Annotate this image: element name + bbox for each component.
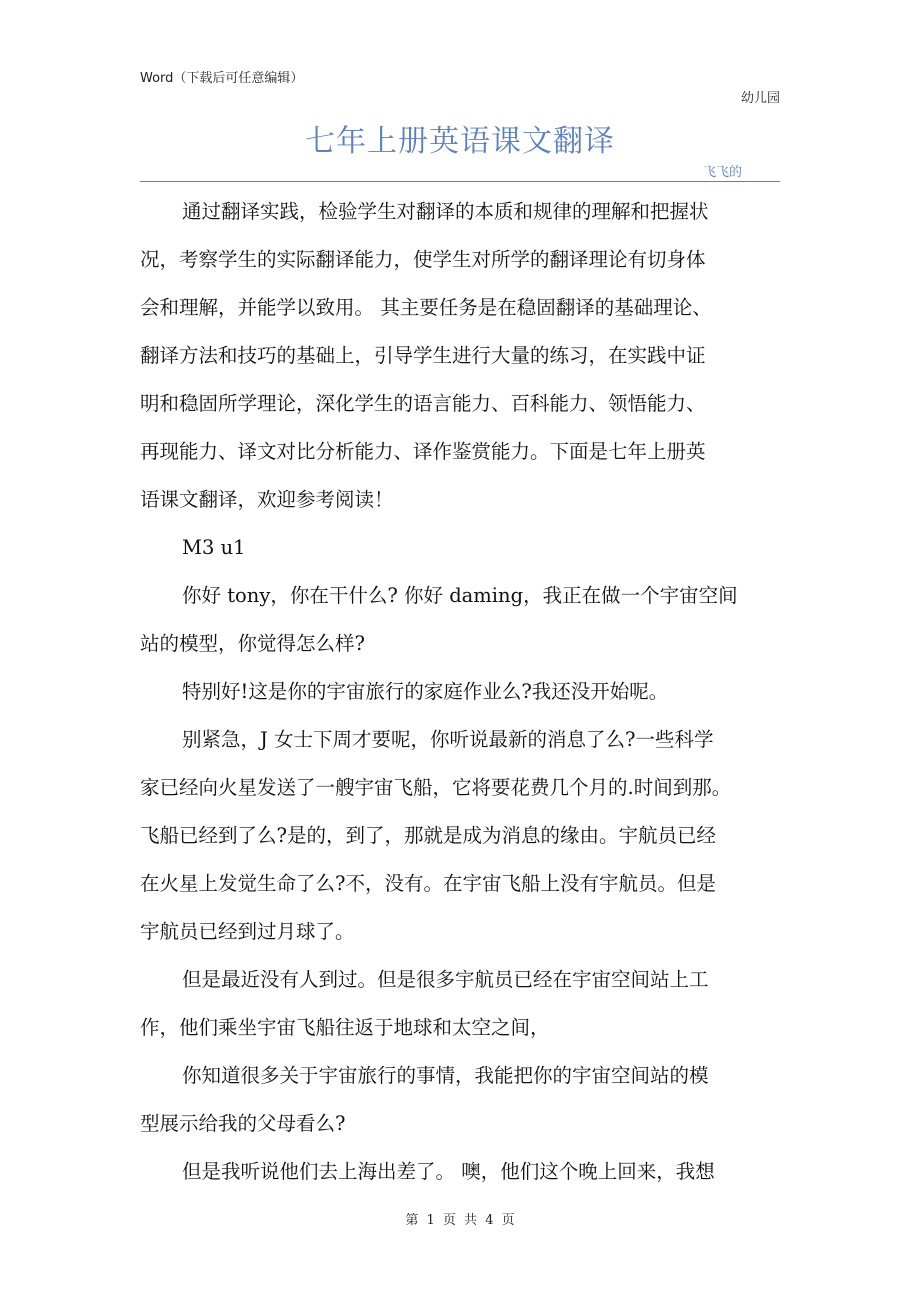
body-line: 在火星上发觉生命了么?不，没有。在宇宙飞船上没有宇航员。但是 (140, 872, 716, 895)
body-line: 但是最近没有人到过。但是很多宇航员已经在宇宙空间站上工 (182, 968, 709, 991)
body-line: 特别好!这是你的宇宙旅行的家庭作业么?我还没开始呢。 (182, 680, 669, 703)
body-line: 站的模型，你觉得怎么样? (140, 632, 365, 655)
body-line: 但是我听说他们去上海出差了。 噢，他们这个晚上回来，我想 (182, 1160, 715, 1183)
body-line: 飞船已经到了么?是的，到了，那就是成为消息的缘由。宇航员已经 (140, 824, 716, 847)
body-line: 通过翻译实践，检验学生对翻译的本质和规律的理解和把握状 (182, 200, 709, 223)
body-line: 你好 tony，你在干什么? 你好 daming，我正在做一个宇宙空间 (182, 584, 738, 607)
body-line: 翻译方法和技巧的基础上，引导学生进行大量的练习，在实践中证 (140, 344, 706, 367)
body-line: 再现能力、译文对比分析能力、译作鉴赏能力。下面是七年上册英 (140, 440, 706, 463)
document-body (140, 188, 788, 1196)
body-line: 明和稳固所学理论，深化学生的语言能力、百科能力、领悟能力、 (140, 392, 706, 415)
body-line: 会和理解，并能学以致用。 其主要任务是在稳固翻译的基础理论、 (140, 296, 712, 319)
body-line: 别紧急，J 女士下周才要呢，你听说最新的消息了么?一些科学 (182, 728, 714, 751)
body-line: M3 u1 (182, 536, 246, 559)
body-line: 宇航员已经到过月球了。 (140, 920, 355, 943)
body-line: 语课文翻译，欢迎参考阅读！ (140, 488, 394, 511)
document-title: 七年上册英语课文翻译 (305, 124, 615, 159)
body-line: 家已经向火星发送了一艘宇宙飞船，它将要花费几个月的.时间到那。 (140, 776, 732, 799)
header-right: 幼儿园 (740, 91, 780, 106)
body-line: 型展示给我的父母看么? (140, 1112, 346, 1135)
header-left: Word（下载后可任意编辑） (140, 71, 304, 86)
page-footer: 第 1 页 共 4 页 (405, 1213, 515, 1228)
author: 飞飞的 (702, 165, 742, 180)
title-rule (140, 181, 780, 182)
body-line: 作，他们乘坐宇宙飞船往返于地球和太空之间， (140, 1016, 550, 1039)
body-line: 你知道很多关于宇宙旅行的事情，我能把你的宇宙空间站的模 (182, 1064, 709, 1087)
body-line: 况，考察学生的实际翻译能力，使学生对所学的翻译理论有切身体 (140, 248, 706, 271)
